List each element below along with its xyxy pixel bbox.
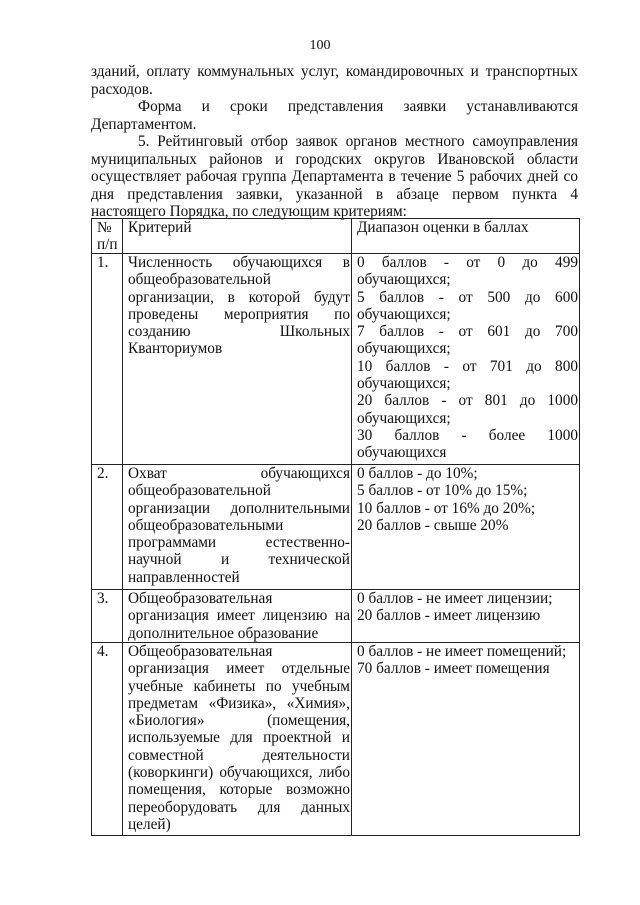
table-row: [92, 590, 580, 643]
criteria-table: [91, 218, 580, 836]
range-entry: 5 баллов - от 10% до 15%;: [357, 482, 528, 500]
table-row: [92, 643, 580, 836]
table-header-row: [92, 219, 580, 254]
row-number: 2.: [92, 465, 123, 590]
range-entry: 0 баллов - до 10%;: [357, 465, 478, 482]
row-criterion: Охват обучающихся общеобразовательной организации дополнительными общеобразовательными программами естественно-научной и технической направленностей: [123, 465, 352, 590]
page-number: 100: [309, 38, 331, 53]
row-range: [352, 254, 580, 465]
row-criterion: Общеобразовательная организация имеет лицензию на дополнительное образование: [123, 590, 352, 643]
header-number: [92, 219, 123, 254]
range-entry: 70 баллов - имеет помещения: [357, 660, 550, 678]
row-number: 3.: [92, 590, 123, 643]
range-entry: 0 баллов - не имеет лицензии;: [357, 590, 553, 607]
header-criterion: Критерий: [123, 219, 352, 254]
header-number-abbrev: п/п: [97, 236, 118, 253]
range-entry: 30 баллов - более 1000 обучающихся: [357, 426, 578, 462]
range-entry: 10 баллов - от 701 до 800 обучающихся;: [357, 357, 578, 393]
paragraph-rating-selection: 5. Рейтинговый отбор заявок органов местного самоуправления муниципальных районов и городских округов Ивановской области осуществляет рабочая группа Департамента в течение 5 рабочих дней со дня представления заявки, указанной в абзаце первом пункта 4 настоящего Порядка, по следующим критериям:: [91, 133, 578, 221]
table-row: [92, 254, 580, 465]
range-entry: 5 баллов - от 500 до 600 обучающихся;: [357, 288, 578, 323]
row-range: [352, 465, 580, 590]
row-range: [352, 643, 580, 836]
range-entry: 0 баллов - от 0 до 499 обучающихся;: [357, 254, 578, 289]
range-entry: 20 баллов - от 801 до 1000 обучающихся;: [357, 392, 578, 427]
table-row: [92, 465, 580, 590]
range-entry: 20 баллов - свыше 20%: [357, 516, 509, 534]
row-range: [352, 590, 580, 643]
row-number: 1.: [92, 254, 123, 465]
range-entry: 7 баллов - от 601 до 700 обучающихся;: [357, 323, 578, 358]
row-criterion: Общеобразовательная организация имеет отдельные учебные кабинеты по учебным предметам «Физика», «Химия», «Биология» (помещения, используемые для проектной и совместной деятельности (коворкинги) обучающихся, либо помещения, которые возможно переоборудовать для данных целей): [123, 643, 352, 836]
range-entry: 20 баллов - имеет лицензию: [357, 607, 541, 625]
paragraph-expenses: зданий, оплату коммунальных услуг, командировочных и транспортных расходов.: [91, 63, 578, 98]
row-number: 4.: [92, 643, 123, 836]
header-number-symbol: №: [97, 219, 112, 236]
paragraph-form-and-deadlines: Форма и сроки представления заявки устанавливаются Департаментом.: [91, 98, 578, 133]
range-entry: 0 баллов - не имеет помещений;: [357, 643, 567, 660]
row-criterion: Численность обучающихся в общеобразовательной организации, в которой будут проведены мероприятия по созданию Школьных Кванториумов: [123, 254, 352, 465]
header-range: Диапазон оценки в баллах: [352, 219, 580, 254]
range-entry: 10 баллов - от 16% до 20%;: [357, 499, 536, 517]
